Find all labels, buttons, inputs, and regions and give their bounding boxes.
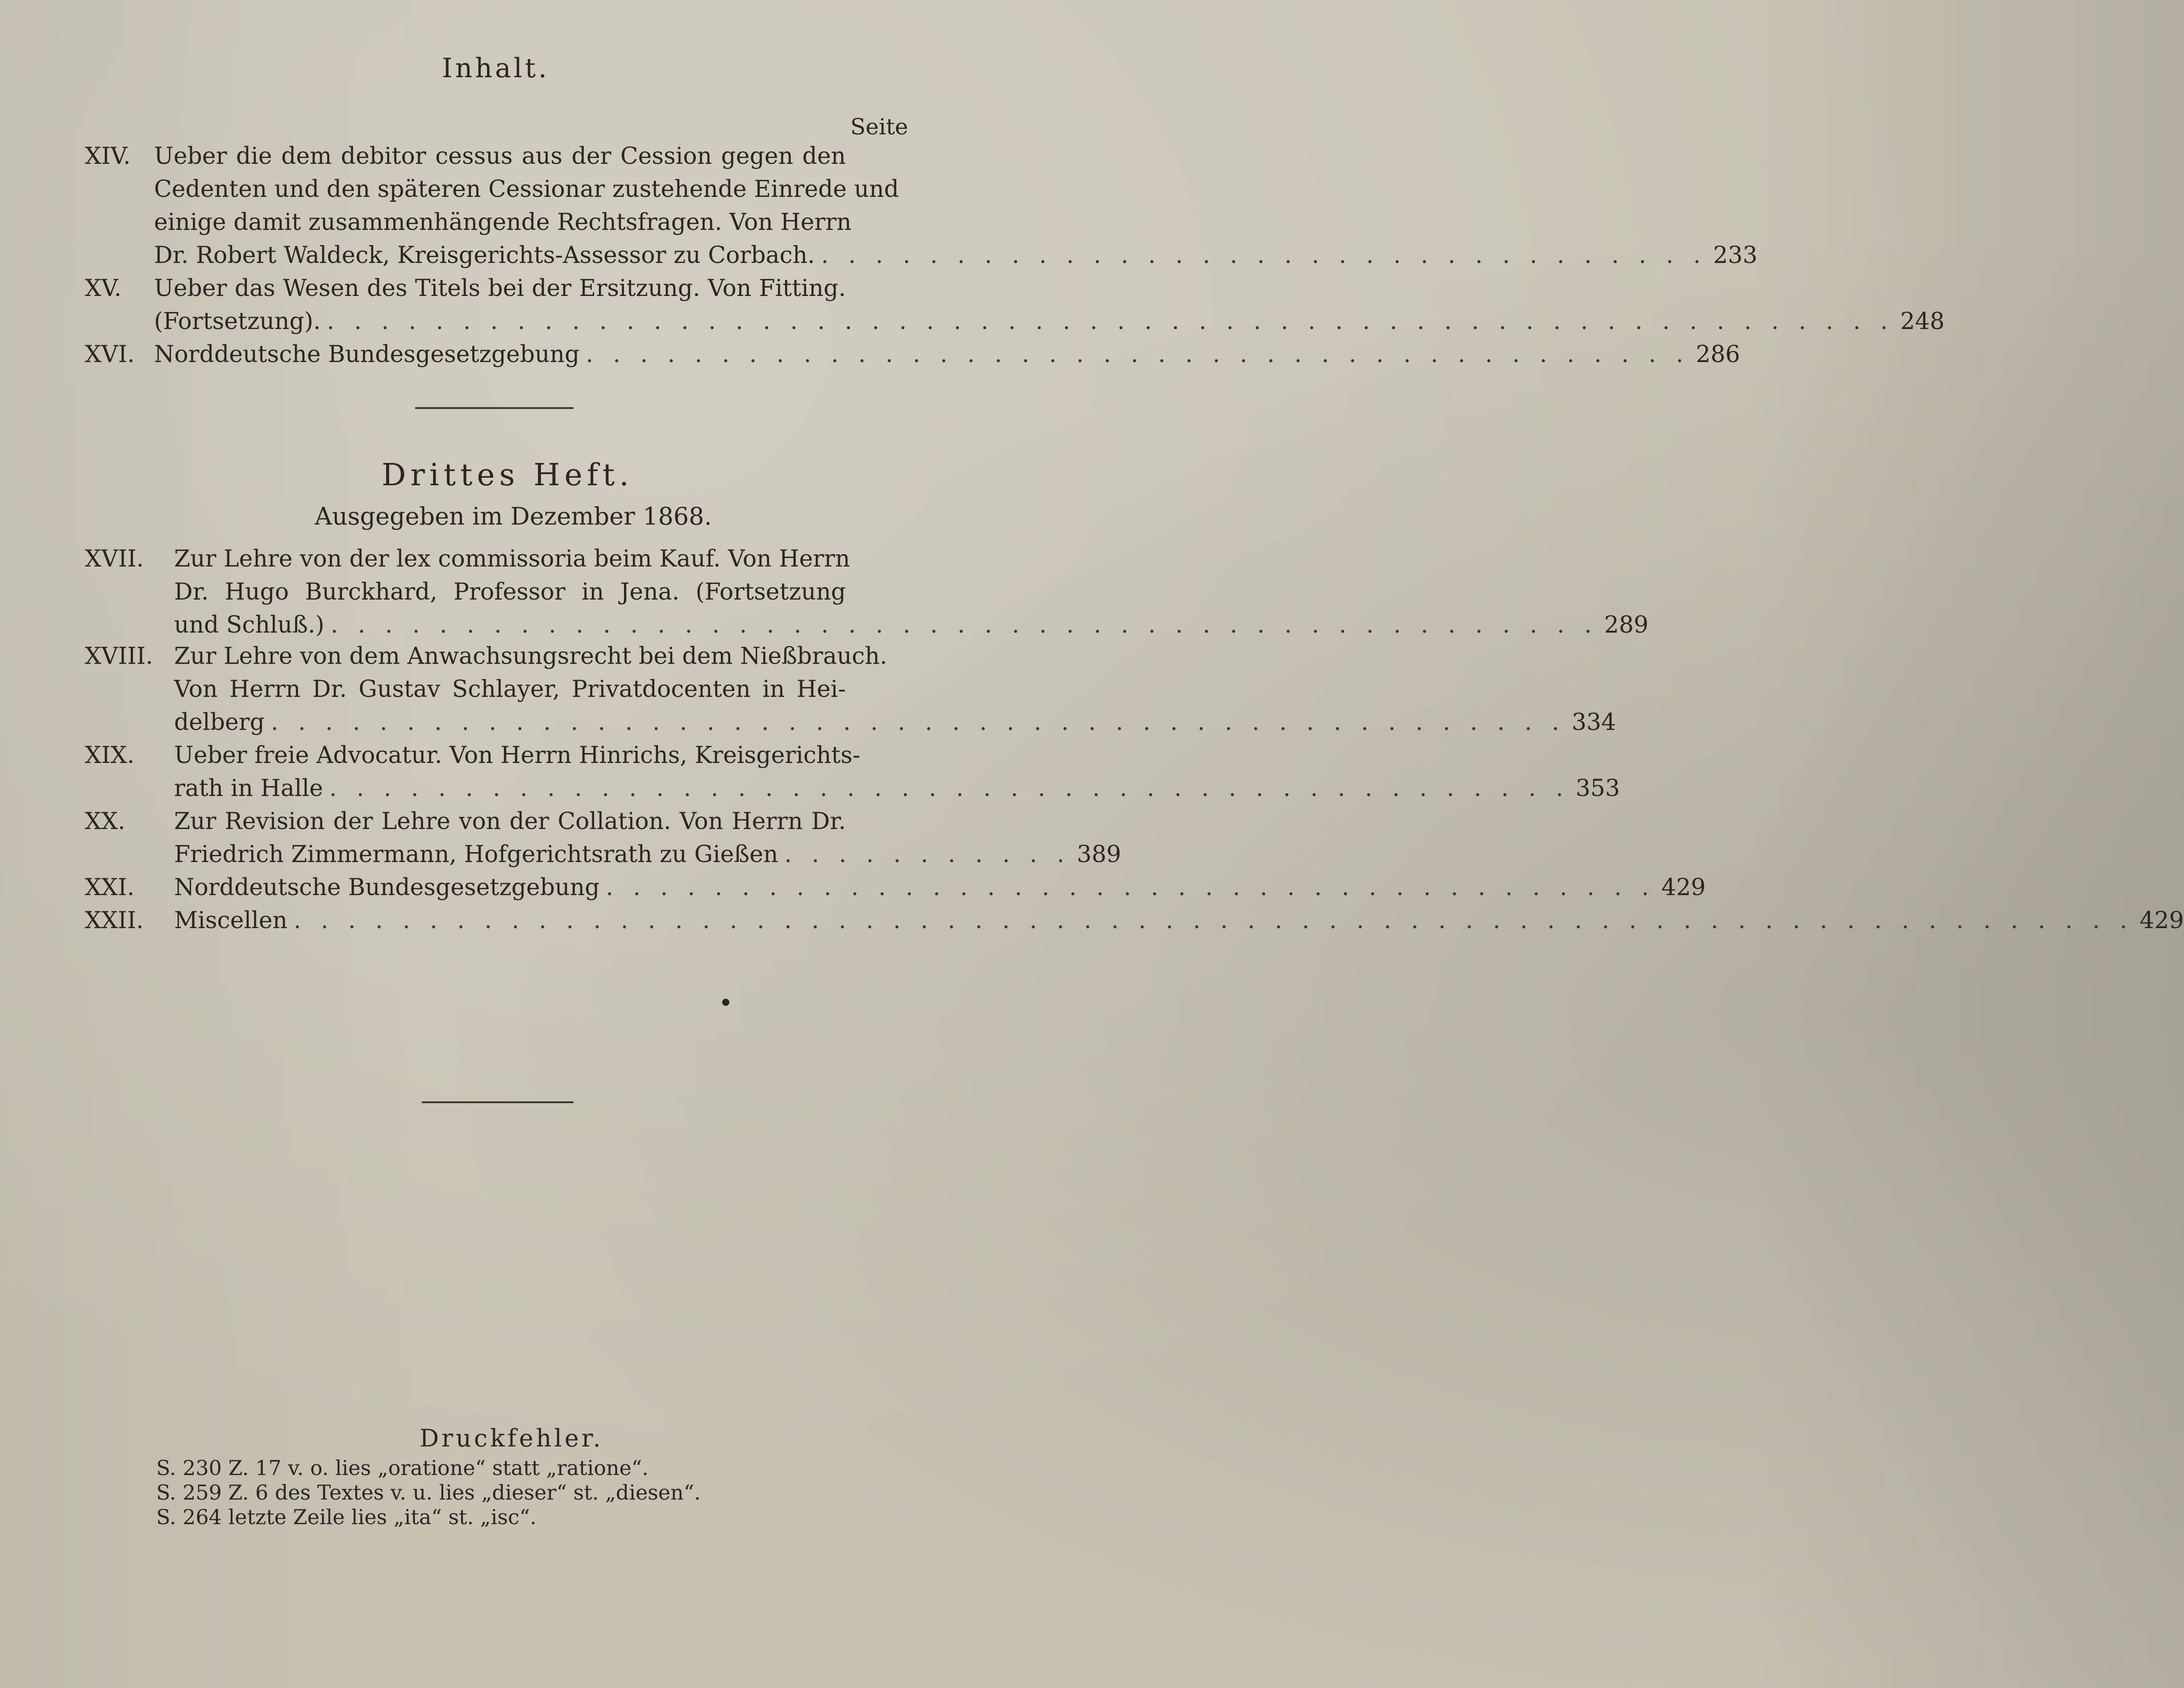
page-number: 429: [1661, 874, 1706, 901]
entry-number-xix: XIX.: [85, 742, 135, 769]
entry-number-xviii: XVIII.: [85, 643, 153, 670]
entry-xviii-line-3: delberg . . . . . . . . . . . . . . . . . . . . . . . . . . . . . . . . . . . . . . . . . . . . . . . . 334: [174, 709, 1616, 736]
entry-xiv-line-2: Cedenten und den späteren Cessionar zustehende Einrede und: [154, 176, 899, 203]
entry-xvii-line-1: Zur Lehre von der lex commissoria beim Kauf. Von Herrn: [174, 546, 850, 572]
entry-xx-line-1: Zur Revision der Lehre von der Collation. Von Herrn Dr.: [174, 808, 846, 835]
entry-xvii-line-2: Dr. Hugo Burckhard, Professor in Jena. (Fortsetzung: [174, 579, 846, 605]
page-number: 429: [2139, 907, 2184, 934]
entry-number-xvii: XVII.: [85, 546, 144, 572]
entry-xviii-line-2: Von Herrn Dr. Gustav Schlayer, Privatdocenten in Hei-: [174, 676, 846, 703]
errata-line: S. 259 Z. 6 des Textes v. u. lies „dieser“ st. „diesen“.: [156, 1480, 701, 1505]
entry-xix-line-2: rath in Halle . . . . . . . . . . . . . . . . . . . . . . . . . . . . . . . . . . . . . . . . . . . . . . 353: [174, 775, 1620, 802]
entry-xiv-line-3: einige damit zusammenhängende Rechtsfragen. Von Herrn: [154, 209, 852, 236]
divider-rule-lower: [422, 1101, 574, 1103]
entry-xiv-line-1: Ueber die dem debitor cessus aus der Cession gegen den: [154, 143, 846, 170]
page-number: 233: [1713, 242, 1758, 269]
errata-line: S. 230 Z. 17 v. o. lies „oratione“ statt „ratione“.: [156, 1456, 649, 1480]
divider-rule: [415, 407, 574, 409]
page-column-label: Seite: [850, 114, 908, 140]
entry-xvi-line-1: Norddeutsche Bundesgesetzgebung . . . . . . . . . . . . . . . . . . . . . . . . . . . . . . . . . . . . . . . . . 286: [154, 341, 1740, 368]
page-number: 334: [1572, 709, 1616, 736]
entry-number-xvi: XVI.: [85, 341, 135, 368]
page-number: 353: [1575, 775, 1620, 802]
entry-xxi-line-1: Norddeutsche Bundesgesetzgebung . . . . . . . . . . . . . . . . . . . . . . . . . . . . . . . . . . . . . . . 429: [174, 874, 1706, 901]
entry-xviii-line-1: Zur Lehre von dem Anwachsungsrecht bei dem Nießbrauch.: [174, 643, 887, 670]
entry-xxii-line-1: Miscellen . . . . . . . . . . . . . . . . . . . . . . . . . . . . . . . . . . . . . . . . . . . . . . . . . . . . . . . . . . . . . . . . . . . . 429: [174, 907, 2184, 934]
page-number: 248: [1900, 308, 1945, 335]
page-number: 389: [1077, 841, 1121, 868]
page-heading: Inhalt.: [442, 53, 550, 84]
entry-xx-line-2: Friedrich Zimmermann, Hofgerichtsrath zu Gießen . . . . . . . . . . . 389: [174, 841, 1121, 868]
entry-xvii-line-3: und Schluß.) . . . . . . . . . . . . . . . . . . . . . . . . . . . . . . . . . . . . . . . . . . . . . . . 289: [174, 612, 1649, 638]
entry-xv-line-1: Ueber das Wesen des Titels bei der Ersitzung. Von Fitting.: [154, 275, 846, 302]
entry-xiv-line-4: Dr. Robert Waldeck, Kreisgerichts-Assessor zu Corbach. . . . . . . . . . . . . . . . . . . . . . . . . . . . . . . . . . 233: [154, 242, 1758, 269]
section-title: Drittes Heft.: [382, 458, 633, 493]
entry-xix-line-1: Ueber freie Advocatur. Von Herrn Hinrichs, Kreisgerichts-: [174, 742, 861, 769]
entry-number-xiv: XIV.: [85, 143, 131, 170]
page-number: 286: [1696, 341, 1740, 368]
errata-title: Druckfehler.: [420, 1424, 603, 1452]
entry-number-xxi: XXI.: [85, 874, 135, 901]
ink-spot: [722, 999, 729, 1006]
page-number: 289: [1604, 612, 1649, 638]
entry-number-xxii: XXII.: [85, 907, 144, 934]
entry-number-xv: XV.: [85, 275, 122, 302]
entry-xv-line-2: (Fortsetzung). . . . . . . . . . . . . . . . . . . . . . . . . . . . . . . . . . . . . . . . . . . . . . . . . . . . . . . . . . . 248: [154, 308, 1945, 335]
section-issue-date: Ausgegeben im Dezember 1868.: [315, 502, 712, 530]
entry-number-xx: XX.: [85, 808, 125, 835]
errata-line: S. 264 letzte Zeile lies „ita“ st. „isc“.: [156, 1505, 537, 1529]
